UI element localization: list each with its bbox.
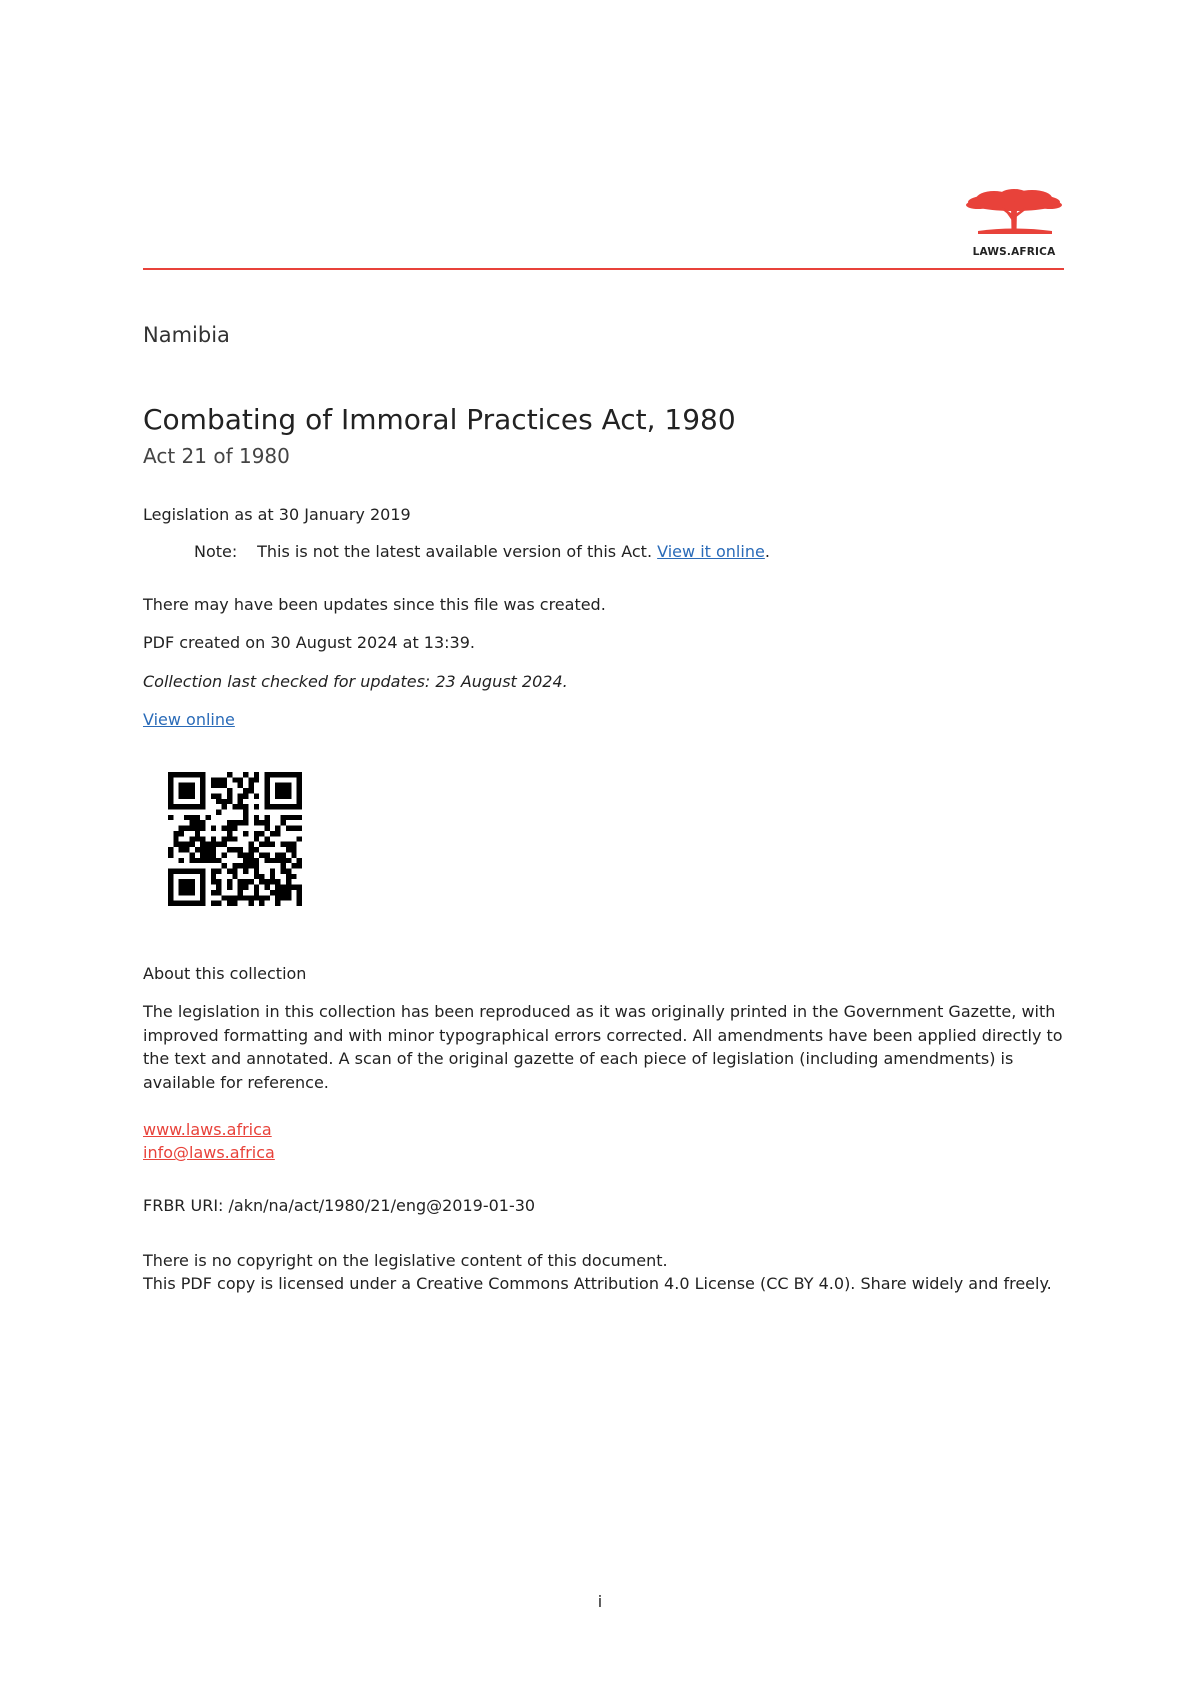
collection-checked-date: Collection last checked for updates: 23 August 2024. xyxy=(143,672,568,691)
page-number: i xyxy=(597,1592,603,1611)
country-label: Namibia xyxy=(143,323,230,347)
frbr-uri: FRBR URI: /akn/na/act/1980/21/eng@2019-01-30 xyxy=(143,1196,536,1215)
logo-text: LAWS.AFRICA xyxy=(972,246,1056,258)
pdf-created-date: PDF created on 30 August 2024 at 13:39. xyxy=(143,633,475,652)
version-note xyxy=(194,542,770,561)
note-label: Note: xyxy=(194,542,238,561)
qr-code-icon xyxy=(168,772,302,906)
qr-code[interactable] xyxy=(168,772,302,906)
copyright-line-1: There is no copyright on the legislative content of this document. xyxy=(143,1251,668,1270)
view-it-online-link[interactable]: View it online xyxy=(657,542,765,561)
note-suffix: . xyxy=(764,542,770,561)
about-body: The legislation in this collection has been reproduced as it was originally printed in the Government Gazette, with improved formatting and with minor typographical errors corrected. All amendments have been applied directly to the text and annotated. A scan of the original gazette of each piece of legislation (including amendments) is available for reference. xyxy=(143,1002,1063,1092)
email-link[interactable]: info@laws.africa xyxy=(143,1143,275,1162)
updates-notice: There may have been updates since this file was created. xyxy=(143,595,606,614)
document-title: Combating of Immoral Practices Act, 1980 xyxy=(143,403,736,436)
act-number: Act 21 of 1980 xyxy=(143,444,290,468)
copyright-line-2: This PDF copy is licensed under a Creative Commons Attribution 4.0 License (CC BY 4.0). Share widely and freely. xyxy=(143,1274,1052,1293)
about-heading: About this collection xyxy=(143,964,307,983)
view-online-link[interactable]: View online xyxy=(143,710,235,729)
acacia-tree-icon xyxy=(964,188,1064,246)
legislation-date: Legislation as at 30 January 2019 xyxy=(143,505,411,524)
note-text: This is not the latest available version of this Act. xyxy=(257,542,653,561)
laws-africa-logo[interactable] xyxy=(964,188,1064,260)
header-divider xyxy=(143,268,1064,270)
website-link[interactable]: www.laws.africa xyxy=(143,1120,272,1139)
